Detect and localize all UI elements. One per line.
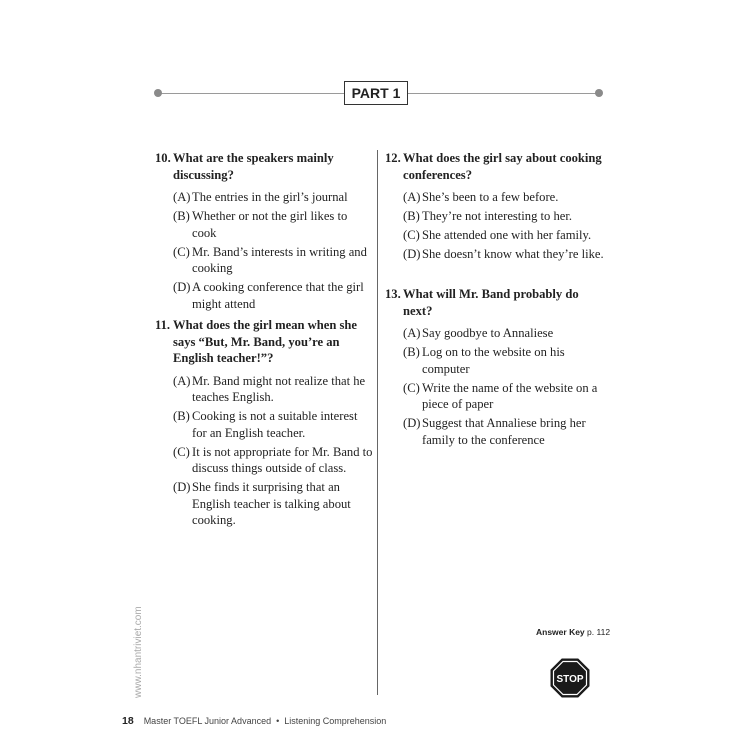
option-text: Mr. Band might not realize that he teaches English. xyxy=(192,373,366,404)
option-text: Log on to the website on his computer xyxy=(422,345,565,376)
stop-label: STOP xyxy=(556,674,584,685)
option-b xyxy=(173,208,367,241)
option-letter: (B) xyxy=(173,409,190,423)
option-text: Mr. Band’s interests in writing and cooking xyxy=(192,244,367,275)
page-footer xyxy=(122,715,386,727)
option-text: The entries in the girl’s journal xyxy=(192,190,348,204)
option-letter: (D) xyxy=(173,480,191,494)
option-text: Say goodbye to Annaliese xyxy=(422,326,554,340)
option-letter: (B) xyxy=(403,209,420,223)
option-list xyxy=(403,189,605,263)
option-letter: (C) xyxy=(403,228,420,242)
question-text: What does the girl mean when she says “But, Mr. Band, you’re an English teacher!”? xyxy=(173,318,358,365)
option-letter: (C) xyxy=(173,444,190,459)
question-number: 10. xyxy=(155,151,171,165)
option-text: Suggest that Annaliese bring her family to the conference xyxy=(422,416,586,447)
option-d xyxy=(173,279,367,312)
answer-key-page: p. 112 xyxy=(587,627,611,637)
option-a xyxy=(403,189,605,206)
question-10 xyxy=(155,150,367,315)
header-dot-right xyxy=(595,89,603,97)
option-letter: (D) xyxy=(403,416,421,430)
option-letter: (D) xyxy=(173,280,191,294)
option-text: A cooking conference that the girl might attend xyxy=(192,280,364,311)
option-c xyxy=(173,244,367,277)
section-name: Listening Comprehension xyxy=(284,716,387,726)
option-text: She’s been to a few before. xyxy=(422,190,559,204)
option-d xyxy=(403,415,605,448)
option-list xyxy=(403,325,605,448)
option-letter: (C) xyxy=(173,244,190,259)
question-stem xyxy=(155,150,367,183)
question-text: What will Mr. Band probably do next? xyxy=(403,287,579,318)
option-letter: (B) xyxy=(403,345,420,359)
question-13 xyxy=(385,286,605,451)
option-c xyxy=(403,227,605,244)
header-rule-left xyxy=(158,93,344,94)
option-d xyxy=(173,479,375,529)
header-dot-left xyxy=(154,89,162,97)
question-number: 11. xyxy=(155,318,171,332)
option-letter: (A) xyxy=(173,190,191,204)
option-d xyxy=(403,246,605,263)
option-text: It is not appropriate for Mr. Band to discuss things outside of class. xyxy=(192,444,373,475)
option-letter: (A) xyxy=(173,373,191,388)
question-number: 12. xyxy=(385,151,401,165)
option-text: They’re not interesting to her. xyxy=(422,209,573,223)
option-a xyxy=(173,189,367,206)
answer-key-label: Answer Key xyxy=(536,627,585,637)
page-number: 18 xyxy=(122,715,134,727)
option-c xyxy=(403,380,605,413)
option-list xyxy=(173,373,375,529)
option-text: She finds it surprising that an English teacher is talking about cooking. xyxy=(192,480,351,527)
question-stem xyxy=(385,150,605,183)
option-text: Whether or not the girl likes to cook xyxy=(192,209,348,240)
question-text: What does the girl say about cooking conferences? xyxy=(403,151,602,182)
option-c xyxy=(173,444,375,477)
book-title: Master TOEFL Junior Advanced xyxy=(143,716,272,726)
question-11 xyxy=(155,317,375,531)
question-number: 13. xyxy=(385,287,401,301)
option-a xyxy=(173,373,375,406)
option-letter: (C) xyxy=(403,380,420,395)
option-letter: (A) xyxy=(403,326,421,340)
option-list xyxy=(173,189,367,312)
option-letter: (B) xyxy=(173,209,190,223)
option-letter: (D) xyxy=(403,247,421,261)
part-label: PART 1 xyxy=(344,81,408,105)
option-text: Write the name of the website on a piece of paper xyxy=(422,380,598,411)
question-12 xyxy=(385,150,605,265)
website-watermark: www.nhantriviet.com xyxy=(133,606,144,698)
option-text: She doesn’t know what they’re like. xyxy=(422,247,604,261)
column-divider xyxy=(377,150,378,695)
option-text: Cooking is not a suitable interest for an English teacher. xyxy=(192,409,358,440)
question-text: What are the speakers mainly discussing? xyxy=(173,151,334,182)
option-letter: (A) xyxy=(403,190,421,204)
option-b xyxy=(403,208,605,225)
option-b xyxy=(403,344,605,377)
question-stem xyxy=(385,286,605,319)
answer-key-reference xyxy=(536,627,610,637)
header-rule-right xyxy=(408,93,598,94)
option-text: She attended one with her family. xyxy=(422,228,592,242)
question-stem xyxy=(155,317,375,367)
option-a xyxy=(403,325,605,342)
option-b xyxy=(173,408,375,441)
footer-separator: • xyxy=(276,716,280,726)
stop-sign-icon xyxy=(550,658,590,698)
